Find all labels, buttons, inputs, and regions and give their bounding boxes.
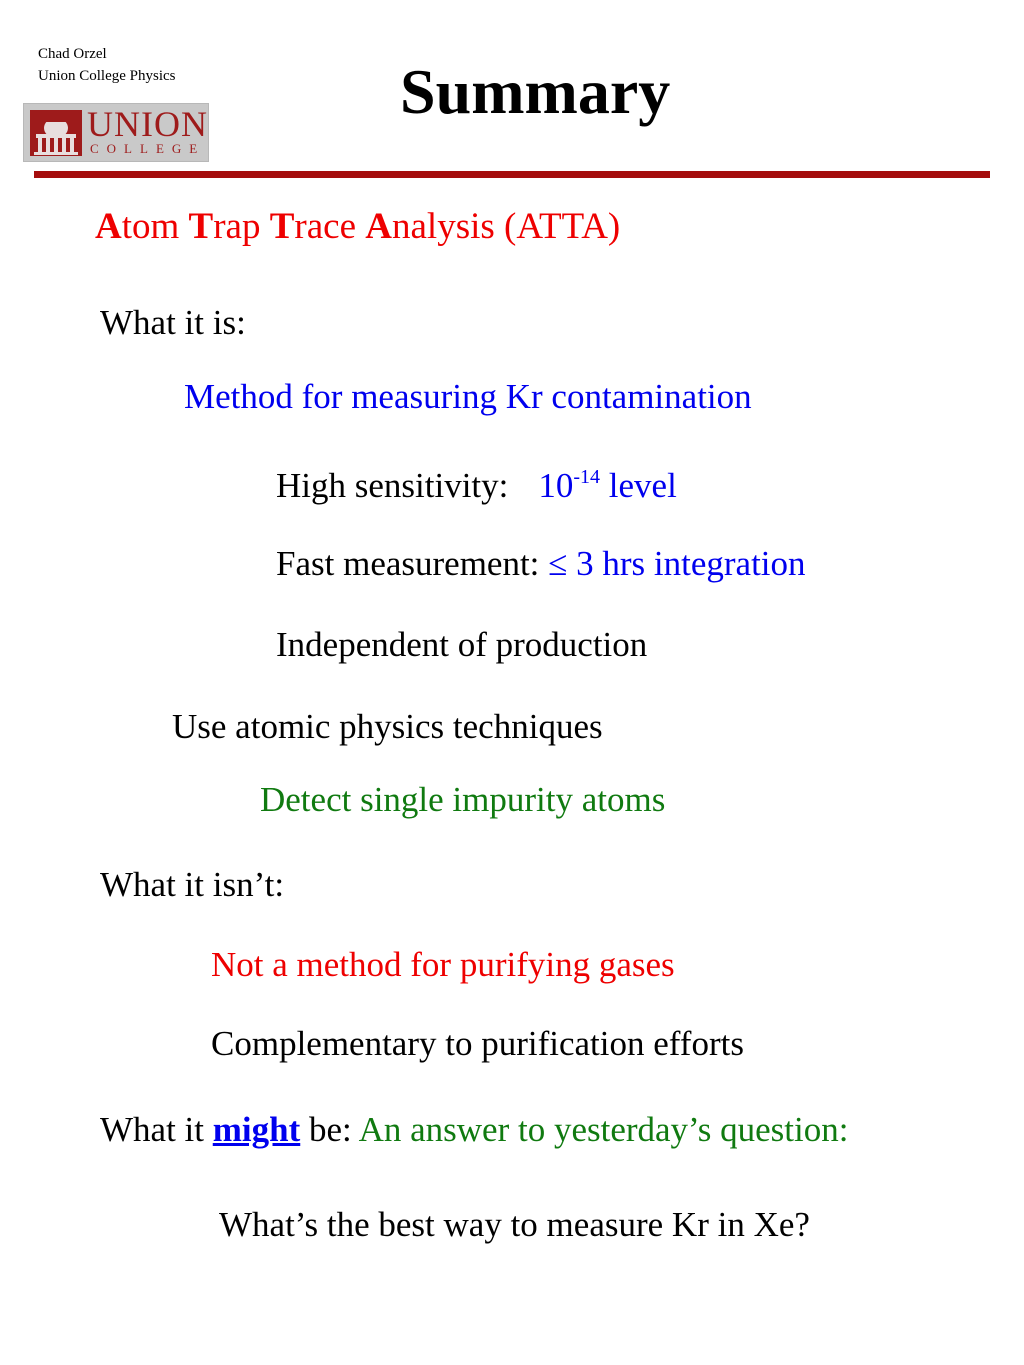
acronym-rest-1: tom (121, 206, 189, 247)
acronym-initial-t2: T (269, 206, 295, 247)
question-line: What’s the best way to measure Kr in Xe? (219, 1205, 810, 1244)
acronym-initial-a1: A (95, 206, 122, 247)
what-it-isnt-heading: What it isn’t: (100, 865, 285, 904)
sensitivity-base: 10 (538, 466, 574, 505)
detect-line: Detect single impurity atoms (260, 780, 666, 819)
sensitivity-exponent: -14 (573, 466, 601, 488)
acronym-rest-4: nalysis (ATTA) (392, 206, 621, 247)
might-answer: An answer to yesterday’s question: (358, 1110, 849, 1149)
acronym-rest-3: race (294, 206, 366, 247)
techniques-line: Use atomic physics techniques (172, 707, 603, 746)
acronym-rest-2: rap (213, 206, 270, 247)
author-affiliation: Union College Physics (38, 68, 176, 84)
sensitivity-unit: level (600, 466, 677, 505)
sensitivity-line (276, 466, 677, 506)
might-prefix: What it (100, 1110, 213, 1149)
what-it-might-be-line (100, 1110, 848, 1150)
not-method-line: Not a method for purifying gases (211, 945, 675, 984)
fast-measurement-line (276, 544, 806, 584)
logo-wordmark: UNION (87, 104, 208, 144)
might-emphasis: might (212, 1110, 301, 1149)
method-line: Method for measuring Kr contamination (184, 377, 752, 416)
independent-line: Independent of production (276, 625, 648, 664)
fast-label: Fast measurement: (276, 544, 549, 583)
sensitivity-label: High sensitivity: (276, 466, 509, 505)
acronym-initial-a2: A (365, 206, 392, 247)
acronym-title (95, 207, 620, 247)
page-title: Summary (400, 56, 671, 127)
header-divider (34, 171, 990, 178)
author-name: Chad Orzel (38, 46, 107, 62)
might-middle: be: (300, 1110, 359, 1149)
union-college-logo (23, 103, 209, 162)
what-it-is-heading: What it is: (100, 303, 246, 342)
union-college-building-icon (30, 110, 82, 156)
fast-value: ≤ 3 hrs integration (548, 544, 806, 583)
acronym-initial-t1: T (188, 206, 214, 247)
logo-subwordmark: COLLEGE (90, 141, 206, 156)
complementary-line: Complementary to purification efforts (211, 1024, 744, 1063)
